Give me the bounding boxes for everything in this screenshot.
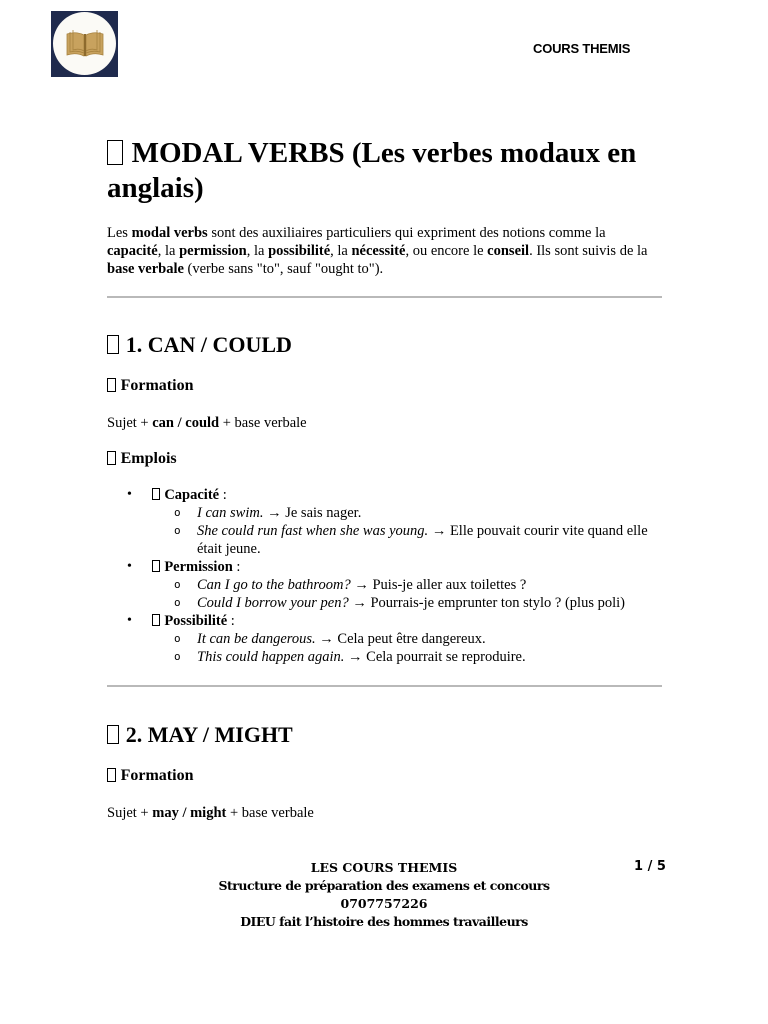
missing-glyph-icon <box>107 335 119 354</box>
subheading-text: Emplois <box>120 450 177 467</box>
list-item <box>152 576 662 594</box>
example-text <box>197 630 662 648</box>
missing-glyph-icon <box>152 614 160 626</box>
section-heading-text: 1. CAN / COULD <box>125 332 292 357</box>
sub-bullet: o <box>174 506 181 519</box>
subheading-text: Formation <box>120 377 194 394</box>
formation-bold: can / could <box>152 415 220 431</box>
subheading-formation <box>107 376 662 396</box>
intro-text: , ou encore le <box>405 243 488 259</box>
missing-glyph-icon <box>152 560 160 572</box>
use-suffix: : <box>227 613 235 629</box>
example-english: It can be dangerous. <box>197 631 316 647</box>
formation-text: Sujet + <box>107 415 153 431</box>
subheading-emplois <box>107 449 662 469</box>
example-text <box>197 504 662 522</box>
intro-text: Les <box>107 225 132 241</box>
intro-bold: base verbale <box>107 261 184 277</box>
intro-text: sont des auxiliaires particuliers qui expriment des notions comme la <box>207 225 606 241</box>
page-number: 1 / 5 <box>634 859 666 874</box>
example-english: I can swim. <box>197 505 264 521</box>
uses-list <box>107 486 662 666</box>
sub-bullet: o <box>174 632 181 645</box>
use-label: Possibilité <box>164 613 228 629</box>
section-divider <box>107 296 662 298</box>
list-item <box>152 630 662 648</box>
formation-bold: may / might <box>152 805 227 821</box>
example-french: → Elle pouvait courir vite quand elle était jeune. <box>197 523 648 557</box>
example-text <box>197 648 662 666</box>
footer-tagline: Structure de préparation des examens et concours <box>218 878 550 893</box>
example-english: She could run fast when she was young. <box>197 523 429 539</box>
missing-glyph-icon <box>107 378 116 392</box>
example-text <box>197 594 662 612</box>
intro-text: (verbe sans "to", sauf "ought to"). <box>183 261 384 277</box>
example-english: Can I go to the bathroom? <box>197 577 351 593</box>
footer-org-name: LES COURS THEMIS <box>310 860 458 875</box>
list-item <box>107 558 662 612</box>
example-french: → Cela pourrait se reproduire. <box>344 649 526 665</box>
sub-bullet: o <box>174 650 181 663</box>
footer-motto: DIEU fait l’histoire des hommes travailleurs <box>240 914 528 929</box>
section-heading-may-might <box>107 721 662 749</box>
intro-bold: capacité <box>107 243 158 259</box>
intro-text: , la <box>246 243 269 259</box>
intro-text: . Ils sont suivis de la <box>529 243 648 259</box>
example-french: → Puis-je aller aux toilettes ? <box>350 577 527 593</box>
subheading-text: Formation <box>120 767 194 784</box>
examples-list <box>152 576 662 612</box>
bullet: • <box>127 613 132 628</box>
intro-bold: possibilité <box>268 243 331 259</box>
formation-text: Sujet + <box>107 805 153 821</box>
sub-bullet: o <box>174 596 181 609</box>
example-french: → Cela peut être dangereux. <box>315 631 486 647</box>
use-suffix: : <box>219 487 227 503</box>
page-title <box>107 136 662 206</box>
intro-text: , la <box>157 243 180 259</box>
formation-text: + base verbale <box>226 805 314 821</box>
intro-paragraph <box>107 224 662 278</box>
logo <box>51 11 118 77</box>
formation-text: + base verbale <box>219 415 307 431</box>
section-heading-can-could <box>107 331 662 359</box>
example-text <box>197 576 662 594</box>
section-divider <box>107 685 662 687</box>
bullet: • <box>127 487 132 502</box>
header-org-label: COURS THEMIS <box>533 41 631 56</box>
example-french: → Je sais nager. <box>263 505 362 521</box>
examples-list <box>152 504 662 558</box>
example-text <box>197 522 662 558</box>
missing-glyph-icon <box>107 451 116 465</box>
footer-phone: 0707757226 <box>340 896 428 911</box>
list-item <box>107 612 662 666</box>
intro-bold: conseil <box>487 243 530 259</box>
examples-list <box>152 630 662 666</box>
section-heading-text: 2. MAY / MIGHT <box>125 722 293 747</box>
document-body <box>107 136 662 822</box>
list-item <box>107 486 662 558</box>
use-suffix: : <box>232 559 241 575</box>
intro-bold: nécessité <box>351 243 406 259</box>
list-item <box>152 648 662 666</box>
list-item <box>152 504 662 522</box>
subheading-formation <box>107 766 662 786</box>
missing-glyph-icon <box>107 768 116 782</box>
logo-circle <box>53 12 116 75</box>
example-english: This could happen again. <box>197 649 345 665</box>
formation-rule <box>107 414 662 432</box>
example-french: → Pourrais-je emprunter ton stylo ? (plus poli) <box>348 595 625 611</box>
missing-glyph-icon <box>152 488 160 500</box>
intro-text: , la <box>330 243 352 259</box>
list-item <box>152 522 662 558</box>
page-title-text: MODAL VERBS (Les verbes modaux en anglais) <box>107 137 637 204</box>
missing-glyph-icon <box>107 140 123 165</box>
intro-bold: permission <box>179 243 247 259</box>
intro-bold: modal verbs <box>131 225 208 241</box>
sub-bullet: o <box>174 578 181 591</box>
missing-glyph-icon <box>107 725 119 744</box>
use-label: Capacité <box>164 487 220 503</box>
list-item <box>152 594 662 612</box>
open-book-icon <box>63 25 107 61</box>
bullet: • <box>127 559 132 574</box>
sub-bullet: o <box>174 524 181 537</box>
use-label: Permission <box>164 559 233 575</box>
example-english: Could I borrow your pen? <box>197 595 349 611</box>
formation-rule <box>107 804 662 822</box>
